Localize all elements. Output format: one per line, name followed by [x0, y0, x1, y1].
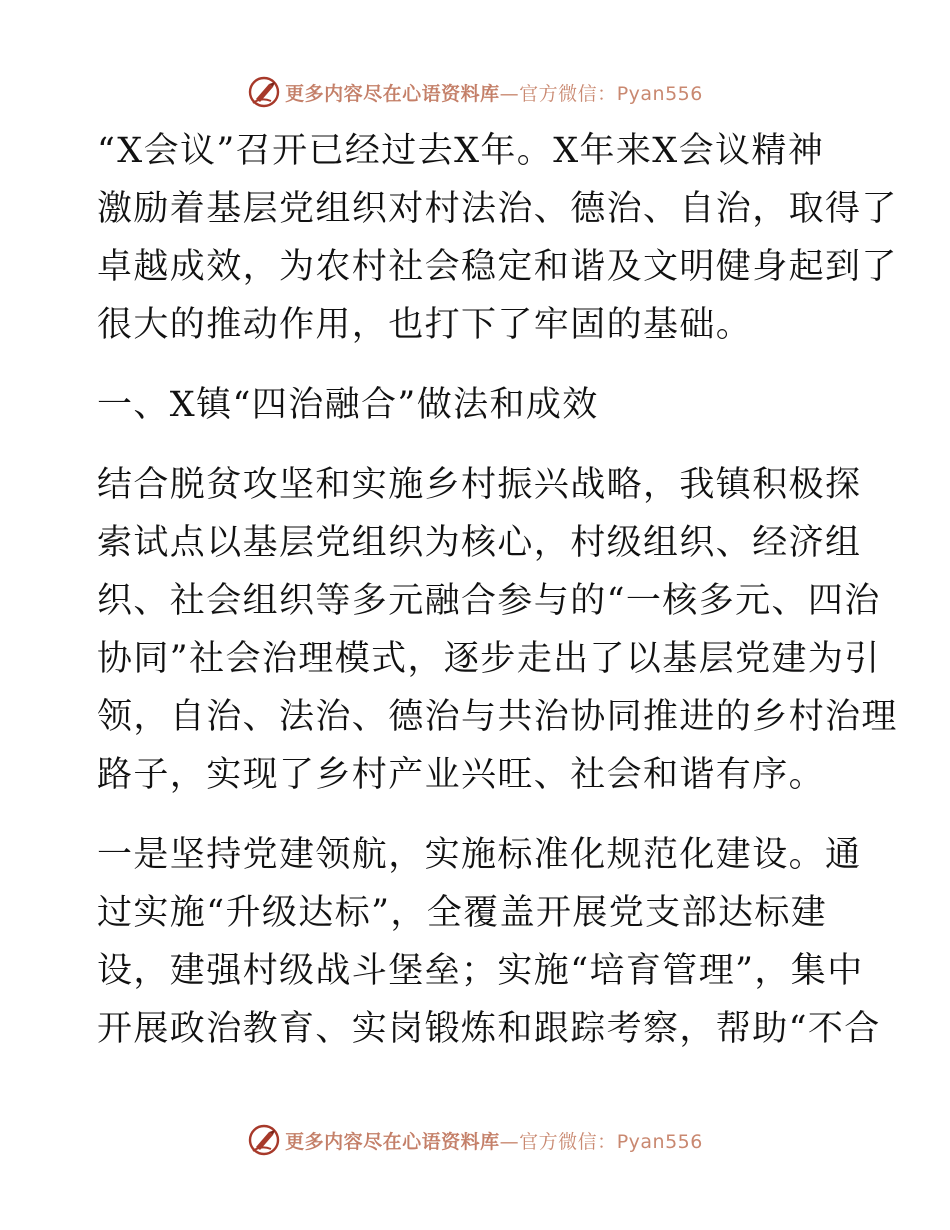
watermark-separator: ：	[597, 82, 617, 105]
watermark-main: 更多内容尽在心语资料库	[285, 82, 500, 105]
watermark-id: Pyan556	[616, 1130, 703, 1153]
logo-icon	[247, 1123, 281, 1157]
text-line: 领，自治、法治、德治与共治协同推进的乡村治理	[97, 697, 898, 737]
heading-line: 一、X镇“四治融合”做法和成效	[97, 385, 599, 425]
footer-watermark	[0, 1120, 950, 1160]
watermark-sub: 官方微信	[519, 1130, 598, 1153]
watermark-separator: ：	[597, 1130, 617, 1153]
logo-icon	[247, 75, 281, 109]
header-watermark	[0, 72, 950, 112]
text-line: 一是坚持党建领航，实施标准化规范化建设。通	[97, 835, 862, 875]
text-line: 索试点以基层党组织为核心，村级组织、经济组	[97, 523, 862, 563]
watermark-dash: —	[499, 1130, 520, 1153]
text-line: 织、社会组织等多元融合参与的“一核多元、四治	[97, 581, 881, 621]
watermark-sub: 官方微信	[519, 82, 598, 105]
text-line: “X会议”召开已经过去X年。X年来X会议精神	[97, 131, 825, 171]
watermark-text	[285, 79, 703, 106]
text-line: 协同”社会治理模式，逐步走出了以基层党建为引	[97, 639, 881, 679]
text-line: 过实施“升级达标”，全覆盖开展党支部达标建	[97, 893, 828, 933]
text-line: 开展政治教育、实岗锻炼和跟踪考察，帮助“不合	[97, 1009, 881, 1049]
section-heading	[97, 376, 857, 434]
paragraph-approach	[97, 456, 898, 804]
text-line: 激励着基层党组织对村法治、德治、自治，取得了	[97, 189, 898, 229]
document-body	[97, 122, 898, 1058]
text-line: 卓越成效，为农村社会稳定和谐及文明健身起到了	[97, 247, 898, 287]
watermark-id: Pyan556	[616, 82, 703, 105]
watermark-main: 更多内容尽在心语资料库	[285, 1130, 500, 1153]
paragraph-party-building	[97, 826, 881, 1058]
text-line: 结合脱贫攻坚和实施乡村振兴战略，我镇积极探	[97, 465, 862, 505]
watermark-text	[285, 1127, 703, 1154]
text-line: 路子，实现了乡村产业兴旺、社会和谐有序。	[97, 755, 826, 795]
watermark-dash: —	[499, 82, 520, 105]
paragraph-intro	[97, 122, 898, 354]
text-line: 设，建强村级战斗堡垒；实施“培育管理”，集中	[97, 951, 864, 991]
text-line: 很大的推动作用，也打下了牢固的基础。	[97, 305, 753, 345]
